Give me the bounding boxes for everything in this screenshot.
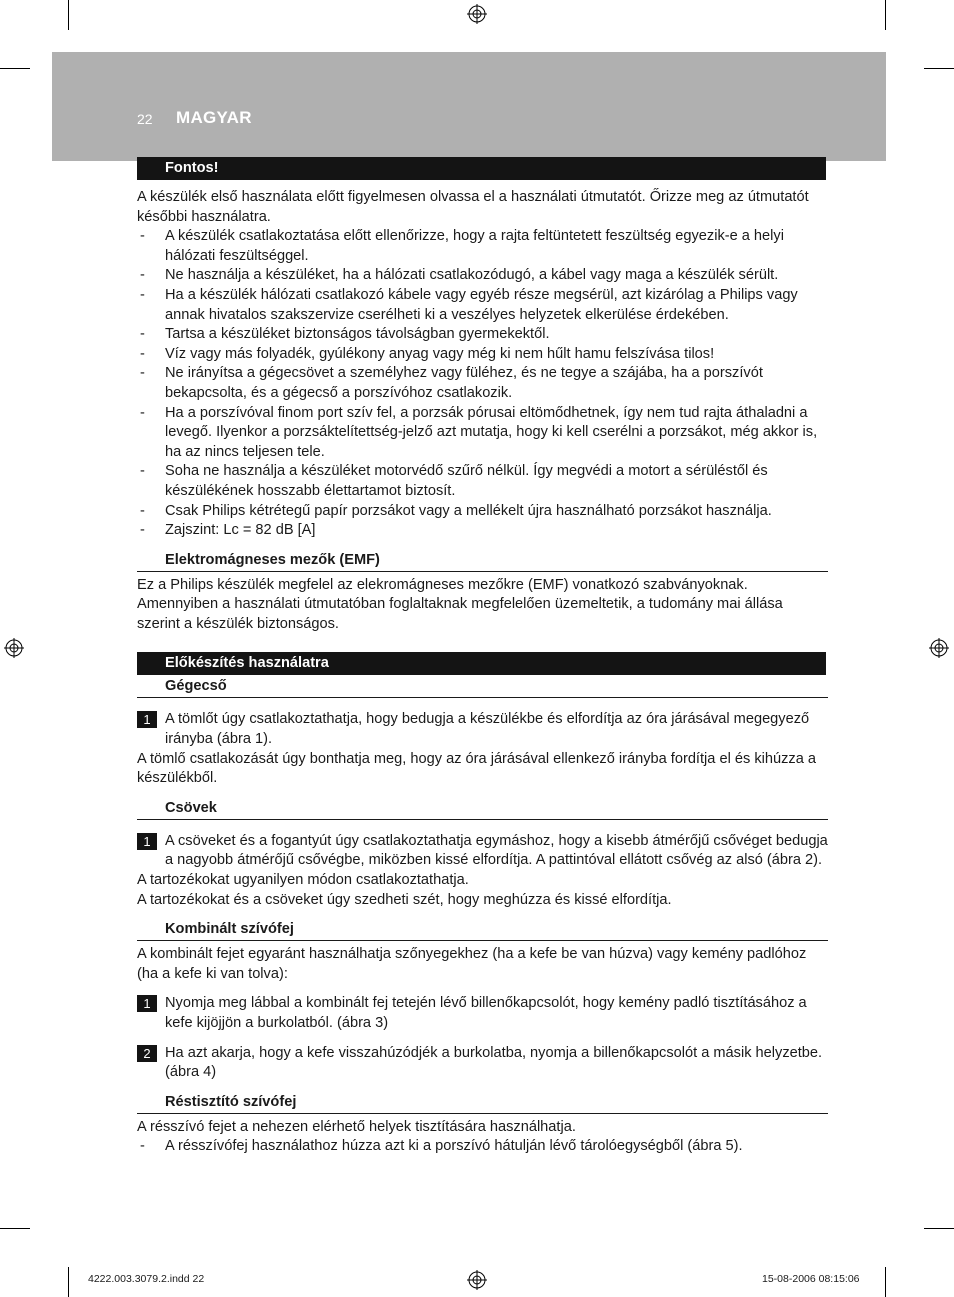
crop-mark — [0, 1228, 30, 1229]
step-number: 1 — [137, 995, 157, 1012]
step-text: Nyomja meg lábbal a kombinált fej tetején lévő billenőkapcsolót, hogy kemény padló tisztításához a kefe kijöjjön a burkolatból. (ábra 3) — [165, 995, 807, 1031]
step-number: 2 — [137, 1045, 157, 1062]
list-item: - A készülék csatlakoztatása előtt ellenőrizze, hogy a rajta feltüntetett feszültség egyezik-e a helyi hálózati feszültséggel. — [137, 227, 828, 266]
page-number: 22 — [137, 111, 153, 127]
crop-mark — [0, 68, 30, 69]
header-band — [52, 52, 886, 161]
emf-text: Ez a Philips készülék megfelel az elekromágneses mezőkre (EMF) vonatkozó szabványoknak. Amennyiben a használati útmutatóban foglaltaknak megfelelően üzemeltetik, a tudomány mai állása szerint a készülék biztonságos. — [137, 576, 783, 632]
section-bar-elokeszites: Előkészítés használatra — [137, 652, 826, 675]
kombinalt-intro: A kombinált fejet egyaránt használhatja szőnyegekhez (ha a kefe be van húzva) vagy kemény padlóhoz (ha a kefe ki van tolva): — [137, 946, 807, 982]
csovek-note-2: A tartozékokat és a csöveket úgy szedheti szét, hogy meghúzza és kissé elfordítja. — [137, 891, 672, 908]
fontos-intro: A készülék első használata előtt figyelmesen olvassa el a használati útmutatót. Őrizze meg az útmutatót későbbi használatra. — [137, 189, 809, 225]
subhead-resz: Réstisztító szívófej — [137, 1091, 828, 1114]
step-csovek-1 — [137, 832, 828, 871]
step-kombinalt-1 — [137, 994, 828, 1033]
footer-timestamp: 15-08-2006 08:15:06 — [762, 1273, 860, 1285]
list-item: - Ha a porszívóval finom port szív fel, a porzsák pórusai eltömődhetnek, így nem tud rajta áthaladni a levegő. Ilyenkor a porzsáktelítettség-jelző azt mutatja, hogy ki kell cserélni a porzsákot, még akkor is, ha az nincs teljesen tele. — [137, 404, 828, 463]
gegecso-note: A tömlő csatlakozását úgy bonthatja meg, hogy az óra járásával ellenkező irányba fordítja el és kihúzza a készülékből. — [137, 750, 816, 787]
registration-mark-icon — [467, 1270, 487, 1290]
list-item: - Csak Philips kétrétegű papír porzsákot vagy a mellékelt újra használható porzsákot használja. — [137, 502, 828, 522]
step-text: A tömlőt úgy csatlakoztathatja, hogy bedugja a készülékbe és elfordítja az óra járásával megegyező irányba (ábra 1). — [165, 711, 810, 748]
resz-intro: A résszívó fejet a nehezen elérhető helyek tisztítására használhatja. — [137, 1118, 576, 1135]
subhead-gegecso: Gégecső — [137, 675, 828, 698]
crop-mark — [924, 1228, 954, 1229]
csovek-note-1: A tartozékokat ugyanilyen módon csatlakoztathatja. — [137, 872, 469, 889]
step-kombinalt-2 — [137, 1044, 828, 1083]
subhead-emf: Elektromágneses mezők (EMF) — [137, 549, 828, 572]
registration-mark-icon — [4, 638, 24, 658]
list-item: - Ha a készülék hálózati csatlakozó kábele vagy egyéb része megsérül, azt kizárólag a Philips vagy annak hivatalos szakszervize cserélheti ki a veszélyes helyzetek elkerülése érdekében. — [137, 286, 828, 325]
list-item: - Víz vagy más folyadék, gyúlékony anyag vagy még ki nem hűlt hamu felszívása tilos! — [137, 345, 828, 365]
crop-mark — [924, 68, 954, 69]
step-text: Ha azt akarja, hogy a kefe visszahúzódjék a burkolatba, nyomja a billenőkapcsolót a másik helyzetbe. (ábra 4) — [165, 1044, 823, 1081]
subhead-kombinalt: Kombinált szívófej — [137, 918, 828, 941]
registration-mark-icon — [929, 638, 949, 658]
crop-mark — [68, 0, 69, 30]
language-title: MAGYAR — [176, 108, 252, 127]
subhead-csovek: Csövek — [137, 797, 828, 820]
fontos-list — [137, 227, 828, 541]
list-item: - A résszívófej használathoz húzza azt ki a porszívó hátulján lévő tárolóegységből (ábra 5). — [137, 1137, 828, 1157]
main-content — [137, 157, 828, 1157]
step-number: 1 — [137, 833, 157, 850]
list-item: - Zajszint: Lc = 82 dB [A] — [137, 521, 828, 541]
footer-file: 4222.003.3079.2.indd 22 — [88, 1273, 205, 1285]
crop-mark — [885, 1267, 886, 1297]
registration-mark-icon — [467, 4, 487, 24]
list-item: - Tartsa a készüléket biztonságos távolságban gyermekektől. — [137, 325, 828, 345]
step-gegecso-1 — [137, 710, 828, 749]
crop-mark — [68, 1267, 69, 1297]
step-text: A csöveket és a fogantyút úgy csatlakoztathatja egymáshoz, hogy a kisebb átmérőjű csővéget bedugja a nagyobb átmérőjű csővégbe, miközben kissé elfordítja. A pattintóval ellátott csővég az alsó (ábra 2). — [165, 832, 828, 869]
list-item: - Ne irányítsa a gégecsövet a személyhez vagy füléhez, és ne tegye a szájába, ha a porszívót bekapcsolta, és a gégecső a porszívóhoz csatlakozik. — [137, 364, 828, 403]
crop-mark — [885, 0, 886, 30]
resz-list — [137, 1137, 828, 1157]
section-bar-fontos: Fontos! — [137, 157, 826, 180]
list-item: - Ne használja a készüléket, ha a hálózati csatlakozódugó, a kábel vagy maga a készülék sérült. — [137, 266, 828, 286]
list-item: - Soha ne használja a készüléket motorvédő szűrő nélkül. Így megvédi a motort a sérüléstől és készülékének hosszabb élettartamot biztosít. — [137, 462, 828, 501]
step-number: 1 — [137, 711, 157, 728]
